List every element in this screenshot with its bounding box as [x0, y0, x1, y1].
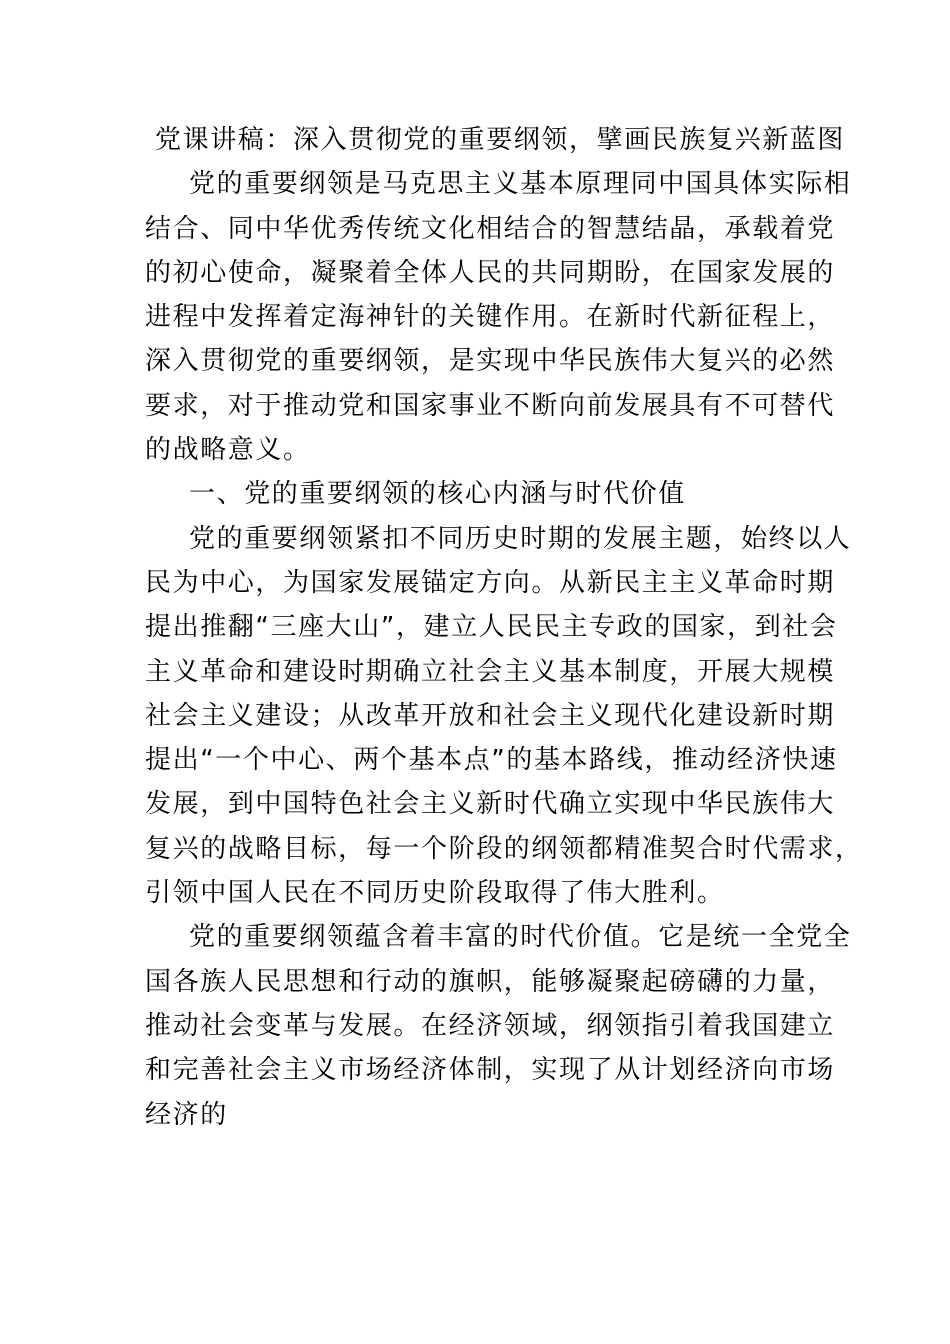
text-line: 民为中心，为国家发展锚定方向。从新民主主义革命时期 [145, 567, 836, 598]
text-line: 一、党的重要纲领的核心内涵与时代价值 [189, 479, 686, 510]
text-line: 复兴的战略目标，每一个阶段的纲领都精准契合时代需求， [145, 833, 863, 864]
text-line: 提出推翻“三座大山”，建立人民民主专政的国家，到社会 [145, 612, 838, 643]
section-heading [145, 472, 825, 516]
text-line: 发展，到中国特色社会主义新时代确立实现中华民族伟大 [145, 789, 836, 820]
paragraph [145, 915, 852, 1136]
paragraph [145, 162, 852, 472]
text-line: 推动社会变革与发展。在经济领域，纲领指引着我国建立 [145, 1010, 836, 1041]
paragraph [145, 517, 863, 916]
text-line: 要求，对于推动党和国家事业不断向前发展具有不可替代 [145, 390, 836, 421]
text-line: 提出“一个中心、两个基本点”的基本路线，推动经济快速 [145, 745, 838, 776]
text-line: 党的重要纲领是马克思主义基本原理同中国具体实际相 [189, 169, 852, 200]
document-body [145, 162, 863, 1137]
text-line: 的初心使命，凝聚着全体人民的共同期盼，在国家发展的 [145, 257, 836, 288]
text-line: 党的重要纲领蕴含着丰富的时代价值。它是统一全党全 [189, 922, 852, 953]
text-line: 的战略意义。 [145, 435, 311, 466]
text-line: 国各族人民思想和行动的旗帜，能够凝聚起磅礴的力量， [145, 966, 836, 997]
text-line: 主义革命和建设时期确立社会主义基本制度，开展大规模 [145, 656, 836, 687]
text-line: 和完善社会主义市场经济体制，实现了从计划经济向市场 [145, 1055, 836, 1086]
text-line: 经济的 [145, 1099, 228, 1130]
text-line: 结合、同中华优秀传统文化相结合的智慧结晶，承载着党 [145, 213, 836, 244]
text-line: 进程中发挥着定海神针的关键作用。在新时代新征程上， [145, 302, 836, 333]
document-page [145, 118, 863, 1137]
text-line: 党的重要纲领紧扣不同历史时期的发展主题，始终以人 [189, 523, 852, 554]
document-title: 党课讲稿：深入贯彻党的重要纲领，擘画民族复兴新蓝图 [155, 125, 846, 155]
text-line: 引领中国人民在不同历史阶段取得了伟大胜利。 [145, 878, 725, 909]
text-line: 社会主义建设；从改革开放和社会主义现代化建设新时期 [145, 700, 836, 731]
text-line: 深入贯彻党的重要纲领，是实现中华民族伟大复兴的必然 [145, 346, 836, 377]
